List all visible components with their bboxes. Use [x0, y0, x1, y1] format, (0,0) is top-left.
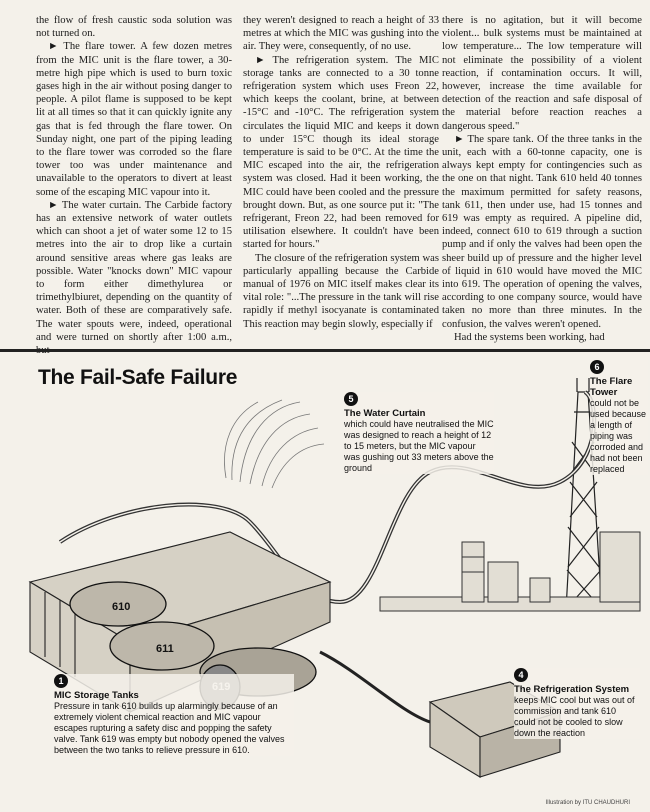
plant-structures-graphic — [380, 532, 640, 611]
article-columns — [0, 0, 650, 357]
callout-number: 5 — [344, 392, 358, 406]
water-spray-graphic — [224, 400, 324, 488]
paragraph: Had the systems been working, had — [454, 331, 605, 343]
illustration-credit: Illustration by ITU CHAUDHURI — [545, 800, 630, 806]
tank-label-610: 610 — [112, 601, 131, 613]
callout-text: which could have neutralised the MIC was designed to reach a height of 12 to 15 meters, but the MIC vapour was gushing out 33 meters above the ground — [344, 419, 494, 473]
tank-label-611: 611 — [156, 643, 174, 655]
callout-flare-tower — [590, 360, 648, 475]
callout-heading: The Refrigeration System — [514, 684, 630, 695]
paragraph: ► The refrigeration system. The MIC storage tanks are connected to a 30 tonne refrigeration system which uses Freon 22, which keeps the coolant, brine, at between -15°C and -10°C. The refrigeration system circulates the liquid MIC and keeps it down to under 15°C though its ideal storage temperature is said to be 0°C. At the time the MIC escaped into the air, the refrigeration system was closed. Had it been working, the MIC could have been cooled and the pressure brought down. But, as one source put it: "The refrigerant, Freon 22, had been removed for utilisation elsewhere. It couldn't have been started for hours." — [243, 54, 439, 251]
callout-water-curtain — [344, 392, 494, 474]
paragraph: they weren't designed to reach a height of 33 metres at which the MIC was gushing into the air. They were, consequently, of no use. — [243, 15, 439, 53]
paragraph: ► The flare tower. A few dozen metres from the MIC unit is the flare tower, a 30-metre high pipe which is used to burn toxic gases high in the air without posing danger to people. A pilot flame is supposed to be kept lit at all times so that it can quickly ignite any gas that is fed through the flare tower. On Sunday night, one part of the piping leading to the flare tower was corroded so the flare tower too was under maintenance and unavailable to the operators to divert at least some of the escaping MIC vapour into it. — [36, 41, 232, 198]
paragraph: The closure of the refrigeration system was particularly appalling because the Carbide manual of 1976 on MIC itself makes clear its vital role: "...The pressure in the tank will rise rapidly if methyl isocyanate is contaminated This reaction may begin slowly, especially if — [243, 252, 439, 330]
paragraph: ► The spare tank. Of the three tanks in the unit, each with a 60-tonne capacity, one is always kept empty for contingencies such as the one on that night. Tank 610 held 40 tonnes the maximum permitted for safety reasons, tank 611, then under use, had 15 tonnes and 619 was empty as required. A pipeline did, indeed, connect 610 to 619 through a suction pump and if only the valves had been open the sheer build up of pressure and the higher level of liquid in 610 would have moved the MIC into 619. The operation of opening the valves, according to one company source, would have taken no more than three minutes. In the confusion, the valves weren't opened. — [442, 133, 642, 330]
text-column-3 — [442, 14, 642, 343]
graphic-title: The Fail-Safe Failure — [38, 366, 238, 389]
callout-text: Pressure in tank 610 builds up alarmingly because of an extremely violent chemical reaction and MIC vapour escapes rupturing a safety disc and popping the safety valve. Tank 619 was empty but nobody opened the valves between the two tanks to relieve pressure in 610. — [54, 701, 285, 755]
callout-refrigeration — [514, 668, 640, 739]
callout-number: 6 — [590, 360, 604, 374]
callout-heading: The Water Curtain — [344, 408, 426, 419]
paragraph: there is no agitation, but it will become violent... bulk systems must be maintained at low temperature... The low temperature will not eliminate the possibility of a violent reaction, if contamination occurs. It will, however, increase the time available for detection of the reaction and safe disposal of the material before reaction reaches a dangerous speed." — [442, 15, 642, 132]
text-column-2 — [243, 14, 439, 340]
paragraph: ► The water curtain. The Carbide factory has an extensive network of water outlets which can shoot a jet of water some 12 to 15 metres into the air to drop like a curtain around sensitive areas where gas leaks are possible. Water "knocks down" MIC vapour to form either dimethylurea or trimethylbiuret, depending on the quantity of water. Both of these are comparatively safe. The water spouts were, indeed, operational and were turned on shortly after 1:00 a.m., but — [36, 199, 232, 357]
callout-text: could not be used because a length of piping was corroded and had not been replaced — [590, 398, 647, 474]
callout-storage-tanks — [54, 674, 294, 756]
callout-number: 4 — [514, 668, 528, 682]
callout-heading: The Flare Tower — [590, 376, 633, 398]
illustration-panel — [0, 352, 650, 812]
text-column-1 — [36, 14, 232, 357]
callout-number: 1 — [54, 674, 68, 688]
callout-text: keeps MIC cool but was out of commission and tank 610 could not be cooled to slow down the reaction — [514, 695, 635, 738]
callout-heading: MIC Storage Tanks — [54, 690, 139, 701]
paragraph: the flow of fresh caustic soda solution was not turned on. — [36, 15, 232, 40]
